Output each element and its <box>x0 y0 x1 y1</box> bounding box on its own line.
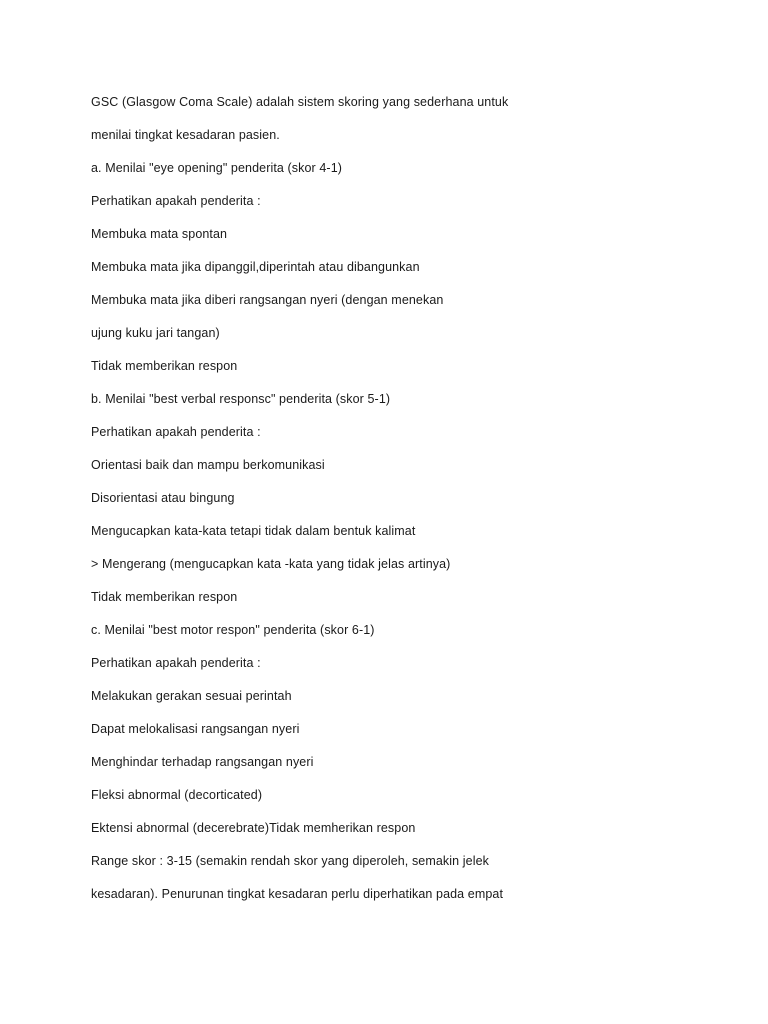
text-line: Perhatikan apakah penderita : <box>91 656 261 670</box>
text-line: Fleksi abnormal (decorticated) <box>91 788 263 802</box>
text-line: Dapat melokalisasi rangsangan nyeri <box>91 722 300 736</box>
text-line: Perhatikan apakah penderita : <box>91 194 261 208</box>
text-line: c. Menilai "best motor respon" penderita (skor 6-1) <box>91 623 375 637</box>
text-line: > Mengerang (mengucapkan kata -kata yang tidak jelas artinya) <box>91 557 451 571</box>
text-line: Orientasi baik dan mampu berkomunikasi <box>91 458 325 472</box>
text-line: b. Menilai "best verbal responsc" penderita (skor 5-1) <box>91 392 391 406</box>
text-line: Melakukan gerakan sesuai perintah <box>91 689 292 703</box>
text-line: Membuka mata jika diberi rangsangan nyeri (dengan menekan <box>91 293 444 307</box>
text-line: GSC (Glasgow Coma Scale) adalah sistem skoring yang sederhana untuk <box>91 95 509 109</box>
text-line: ujung kuku jari tangan) <box>91 326 220 340</box>
text-line: Disorientasi atau bingung <box>91 491 235 505</box>
text-line: Membuka mata spontan <box>91 227 228 241</box>
text-line: Range skor : 3-15 (semakin rendah skor yang diperoleh, semakin jelek <box>91 854 489 868</box>
text-line: Tidak memberikan respon <box>91 590 238 604</box>
text-line: Membuka mata jika dipanggil,diperintah atau dibangunkan <box>91 260 420 274</box>
text-line: Tidak memberikan respon <box>91 359 238 373</box>
text-line: Menghindar terhadap rangsangan nyeri <box>91 755 314 769</box>
document-body <box>91 93 711 918</box>
text-line: Mengucapkan kata-kata tetapi tidak dalam bentuk kalimat <box>91 524 416 538</box>
text-line: Ektensi abnormal (decerebrate)Tidak memherikan respon <box>91 821 416 835</box>
text-line: a. Menilai "eye opening" penderita (skor 4-1) <box>91 161 343 175</box>
text-line: Perhatikan apakah penderita : <box>91 425 261 439</box>
text-line: menilai tingkat kesadaran pasien. <box>91 128 280 142</box>
text-line: kesadaran). Penurunan tingkat kesadaran perlu diperhatikan pada empat <box>91 887 504 901</box>
